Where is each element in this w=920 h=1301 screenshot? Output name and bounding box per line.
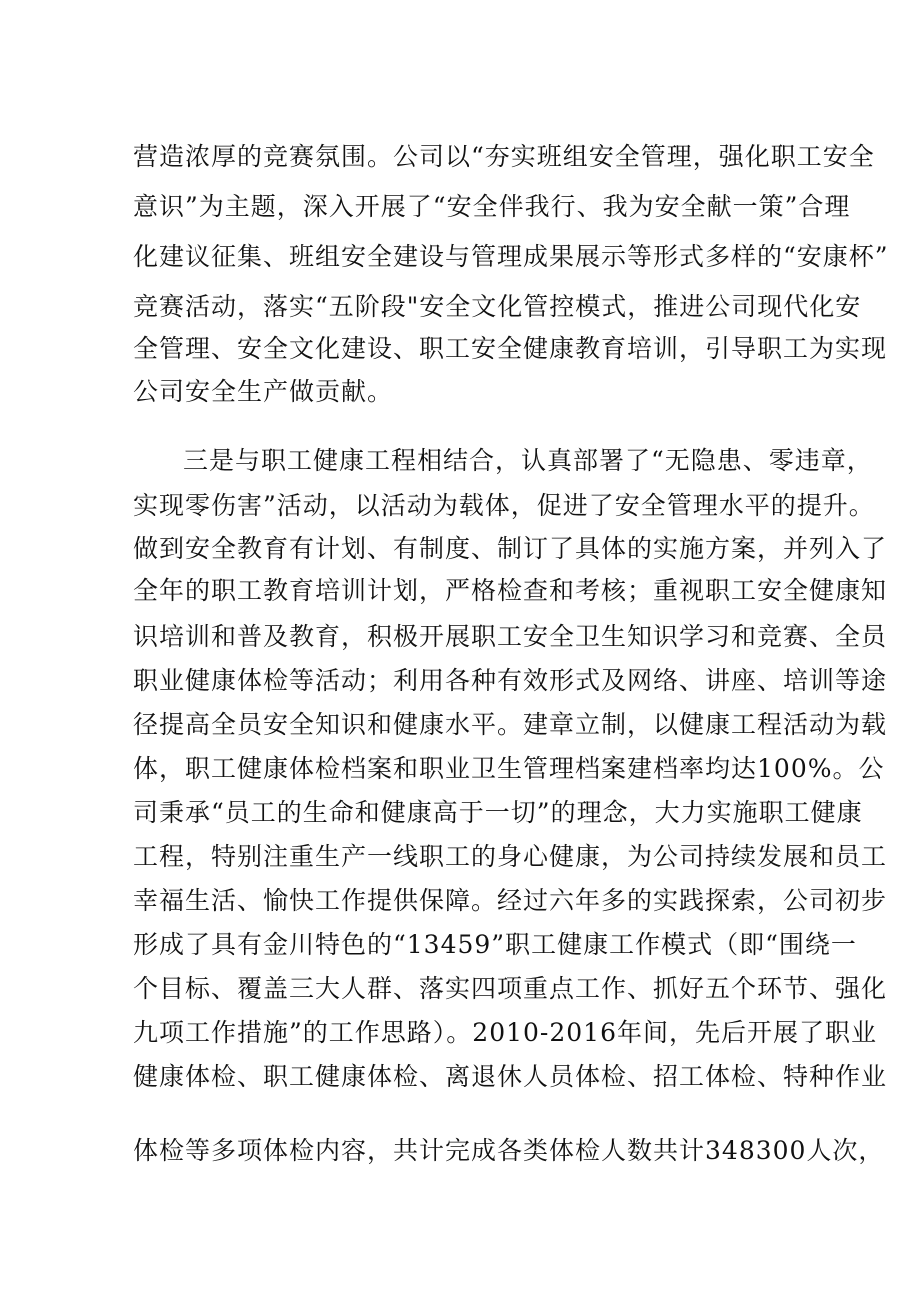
paragraph-2-line: 工程，特别注重生产一线职工的身心健康，为公司持续发展和员工 — [133, 842, 888, 871]
paragraph-2-line: 识培训和普及教育，积极开展职工安全卫生知识学习和竞赛、全员 — [133, 622, 888, 651]
paragraph-1-line: 全管理、安全文化建设、职工安全健康教育培训，引导职工为实现 — [133, 334, 888, 363]
paragraph-2-line: 九项工作措施”的工作思路）。2010-2016年间，先后开展了职业 — [133, 1018, 877, 1047]
paragraph-1-line: 化建议征集、班组安全建设与管理成果展示等形式多样的“安康杯” — [133, 242, 889, 271]
paragraph-2-line: 职业健康体检等活动；利用各种有效形式及网络、讲座、培训等途 — [133, 666, 888, 695]
paragraph-2-line: 全年的职工教育培训计划，严格检查和考核；重视职工安全健康知 — [133, 576, 888, 605]
paragraph-2-line: 司秉承“员工的生命和健康高于一切”的理念，大力实施职工健康 — [133, 798, 863, 827]
paragraph-2-line: 体检等多项体检内容，共计完成各类体检人数共计348300人次， — [133, 1136, 885, 1165]
paragraph-2-line: 体，职工健康体检档案和职业卫生管理档案建档率均达100%。公 — [133, 754, 885, 783]
paragraph-2-line: 实现零伤害”活动，以活动为载体，促进了安全管理水平的提升。 — [133, 491, 875, 520]
paragraph-2-line: 做到安全教育有计划、有制度、制订了具体的实施方案，并列入了 — [133, 534, 888, 563]
paragraph-2-line: 形成了具有金川特色的“13459”职工健康工作模式（即“围绕一 — [133, 930, 857, 959]
paragraph-2-line: 径提高全员安全知识和健康水平。建章立制，以健康工程活动为载 — [133, 710, 888, 739]
paragraph-1-line: 竞赛活动，落实“五阶段"安全文化管控模式，推进公司现代化安 — [133, 292, 862, 321]
paragraph-2-line: 健康体检、职工健康体检、离退休人员体检、招工体检、特种作业 — [133, 1062, 888, 1091]
paragraph-1-line: 意识”为主题，深入开展了“安全伴我行、我为安全献一策”合理 — [133, 192, 851, 221]
paragraph-1-line: 营造浓厚的竞赛氛围。公司以“夯实班组安全管理，强化职工安全 — [133, 142, 875, 171]
paragraph-2-line: 幸福生活、愉快工作提供保障。经过六年多的实践探索，公司初步 — [133, 886, 888, 915]
paragraph-2-line: 三是与职工健康工程相结合，认真部署了“无隐患、零违章， — [183, 446, 873, 475]
paragraph-2-line: 个目标、覆盖三大人群、落实四项重点工作、抓好五个环节、强化 — [133, 974, 888, 1003]
paragraph-1-line: 公司安全生产做贡献。 — [133, 377, 394, 406]
